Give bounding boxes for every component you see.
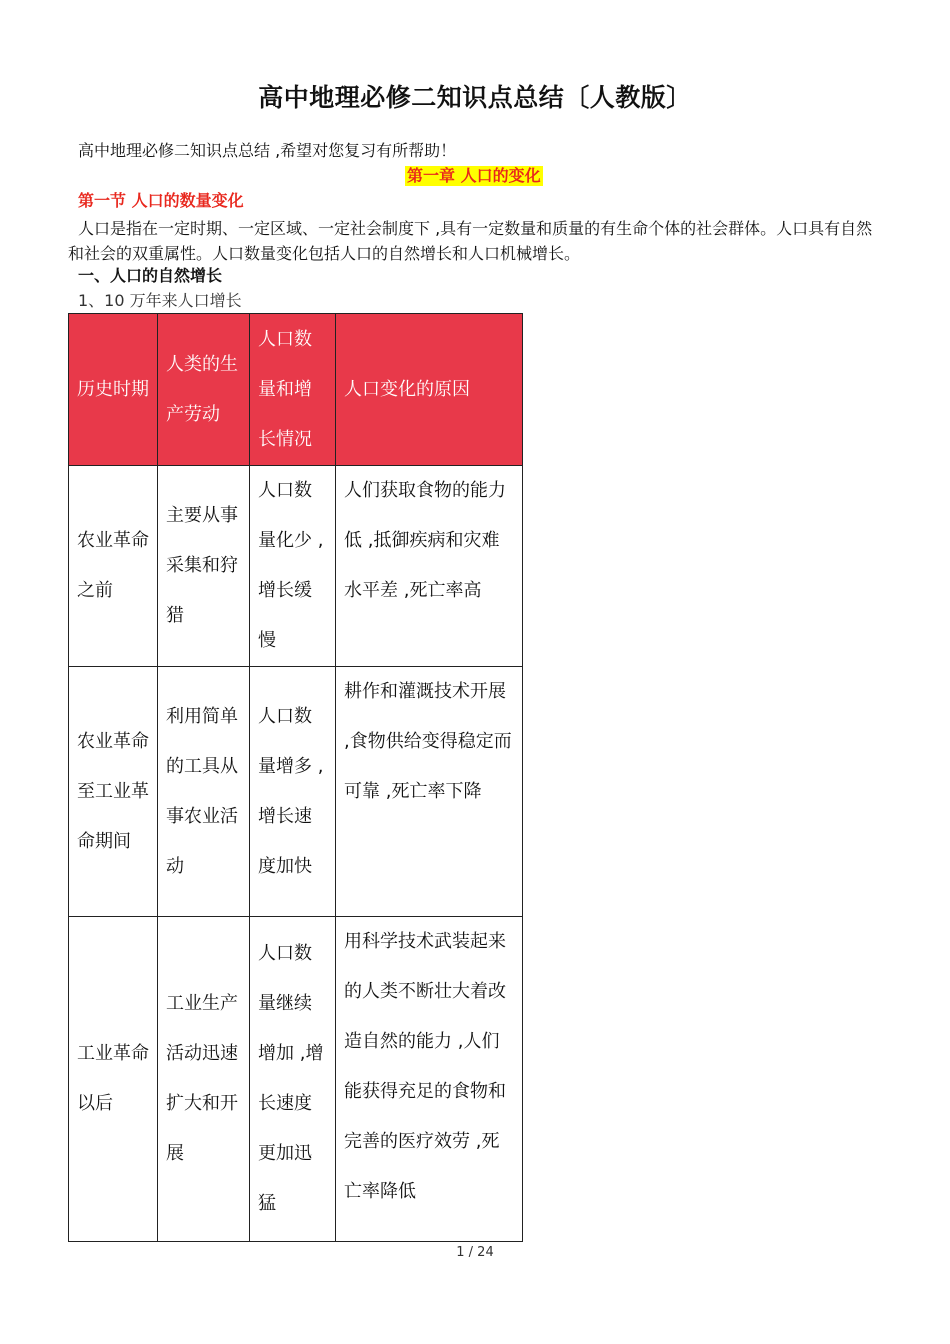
table-cell: 主要从事采集和狩猎	[158, 466, 250, 667]
table-cell: 利用简单的工具从事农业活动	[158, 667, 250, 917]
subheading: 一、人口的自然增长	[78, 266, 223, 285]
table-cell: 农业革命之前	[69, 466, 158, 667]
table-cell: 用科学技术武装起来的人类不断壮大着改造自然的能力 ,人们能获得充足的食物和完善的医疗效劳 ,死亡率降低	[336, 917, 523, 1242]
body-paragraph: 人口是指在一定时期、一定区域、一定社会制度下 ,具有一定数量和质量的有生命个体的社会群体。人口具有自然和社会的双重属性。人口数量变化包括人口的自然增长和人口机械增长。	[68, 219, 873, 263]
header-cell-period: 历史时期	[69, 314, 158, 466]
population-table	[68, 313, 523, 1242]
intro-text: 高中地理必修二知识点总结 ,希望对您复习有所帮助！	[78, 141, 457, 160]
table-cell: 工业生产活动迅速扩大和开展	[158, 917, 250, 1242]
table-cell: 人们获取食物的能力低 ,抵御疾病和灾难水平差 ,死亡率高	[336, 466, 523, 667]
table-cell: 耕作和灌溉技术开展 ,食物供给变得稳定而可靠 ,死亡率下降	[336, 667, 523, 917]
table-cell: 人口数量继续增加 ,增长速度更加迅猛	[250, 917, 336, 1242]
table-row	[69, 667, 523, 917]
header-cell-reason: 人口变化的原因	[336, 314, 523, 466]
table-cell: 农业革命至工业革命期间	[69, 667, 158, 917]
table-cell: 人口数量化少 ,增长缓慢	[250, 466, 336, 667]
header-cell-labor: 人类的生产劳动	[158, 314, 250, 466]
chapter-heading: 第一章 人口的变化	[407, 166, 541, 185]
table-header-row	[69, 314, 523, 466]
section-heading: 第一节 人口的数量变化	[78, 191, 244, 210]
table-cell: 工业革命以后	[69, 917, 158, 1242]
table-row	[69, 917, 523, 1242]
table-row	[69, 466, 523, 667]
table-caption: 1、10 万年来人口增长	[78, 291, 242, 310]
table-cell: 人口数量增多 ,增长速度加快	[250, 667, 336, 917]
page-title: 高中地理必修二知识点总结〔人教版〕	[258, 83, 692, 112]
header-cell-growth: 人口数量和增长情况	[250, 314, 336, 466]
page-number: 1 / 24	[456, 1245, 494, 1260]
